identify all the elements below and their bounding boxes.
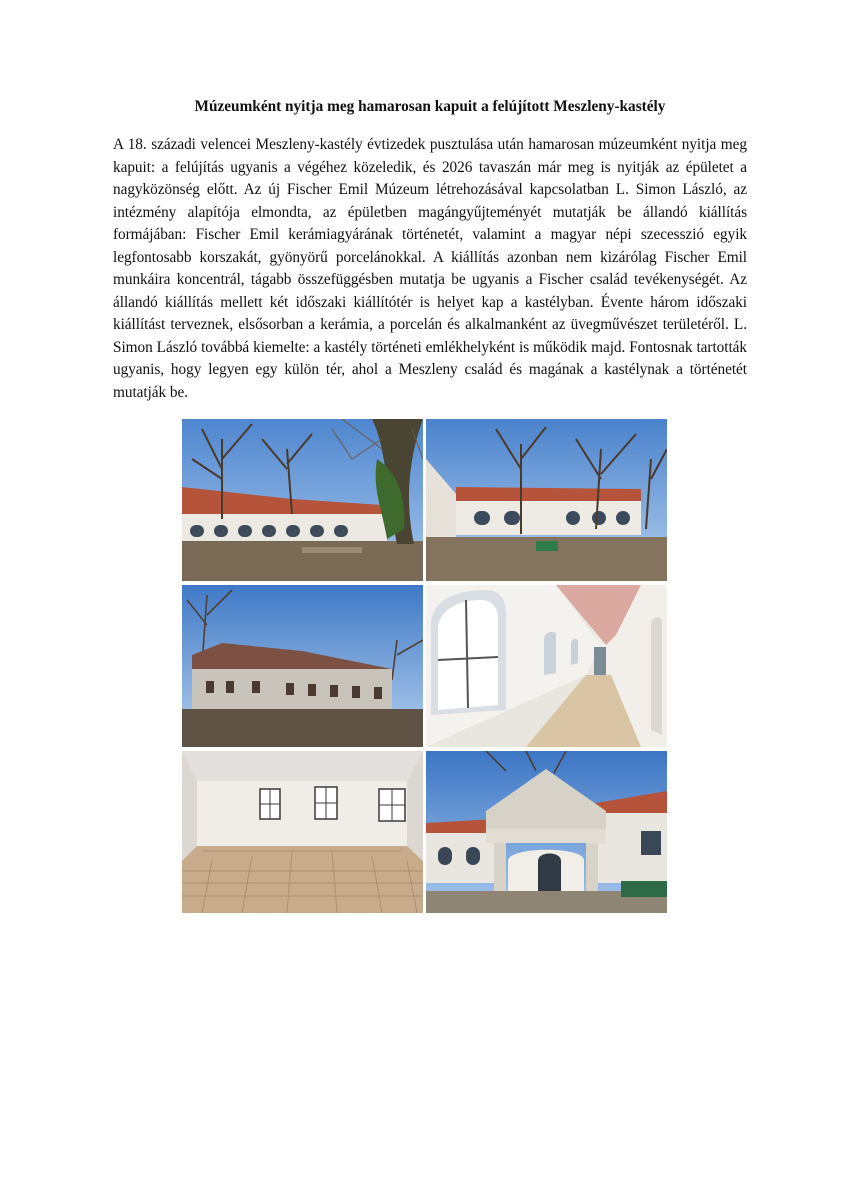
page-title: Múzeumként nyitja meg hamarosan kapuit a felújított Meszleny-kastély (194, 98, 666, 115)
photo-empty-room (182, 751, 423, 913)
article-body: A 18. századi velencei Meszleny-kastély évtizedek pusztulása után hamarosan múzeumként nyitja meg kapuit: a felújítás ugyanis a végéhez közeledik, és 2026 tavaszán már meg is nyitják az épületet a nagyközönség előtt. Az új Fischer Emil Múzeum létrehozásával kapcsolatban L. Simon László, az intézmény alapítója elmondta, az épületben magángyűjteményét mutatják be állandó kiállítás formájában: Fischer Emil kerámiagyárának történetét, valamint a magyar népi szecesszió egyik legfontosabb korszakát, gyönyörű porcelánokkal. A kiállítás azonban nem kizárólag Fischer Emil munkáira koncentrál, tágabb összefüggésben mutatja be ugyanis a Fischer család tevékenységét. Az állandó kiállítás mellett két időszaki kiállítótér is helyet kap a kastélyban. Évente három időszaki kiállítást terveznek, elsősorban a kerámia, a porcelán és alkalmanként az üvegművészet területéről. L. Simon László továbbá kiemelte: a kastély történeti emlékhelyként is működik majd. Fontosnak tartották ugyanis, hogy legyen egy külön tér, ahol a Meszleny család és magának a kastélynak a történetét mutatják be. (113, 136, 747, 401)
photo-building-exterior (182, 585, 423, 747)
photo-courtyard-wing (426, 419, 667, 581)
photo-arched-corridor (426, 585, 667, 747)
photo-portico-entrance (426, 751, 667, 913)
photo-grid (182, 419, 667, 913)
photo-courtyard-trees (182, 419, 423, 581)
